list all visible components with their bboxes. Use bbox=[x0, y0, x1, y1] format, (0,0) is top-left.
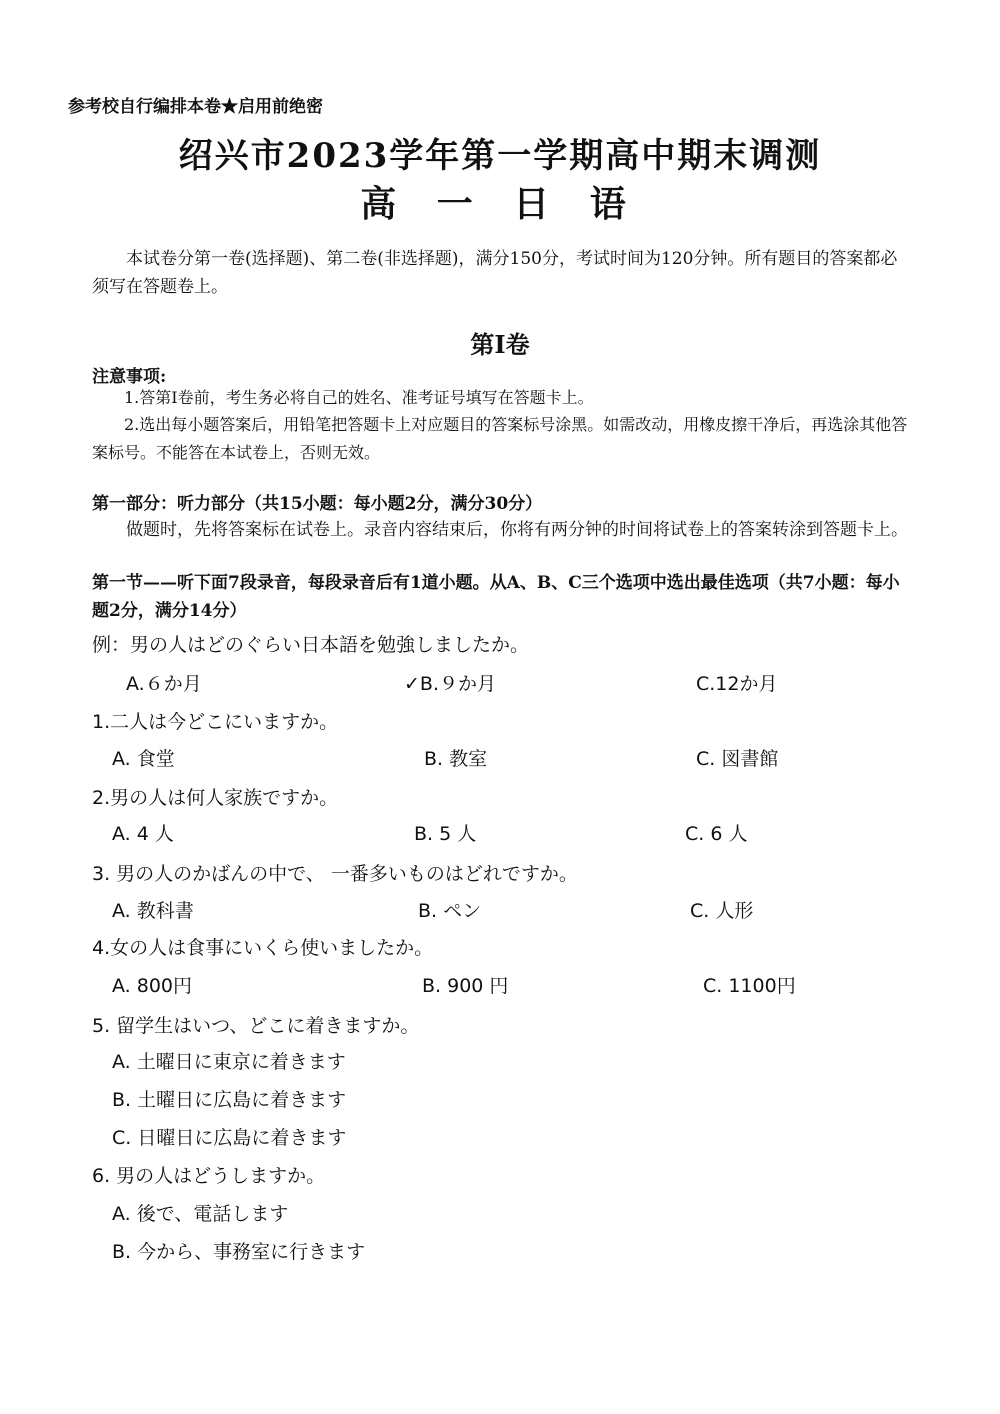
example-option-a: A.６か月 bbox=[126, 673, 202, 695]
part1-heading: 第一部分：听力部分（共15小题：每小题2分，满分30分） bbox=[92, 494, 543, 514]
q2-option-c: C. 6 人 bbox=[685, 823, 748, 845]
question-1: 1.二人は今どこにいますか。 bbox=[92, 711, 339, 733]
q6-option-b: B. 今から、事務室に行きます bbox=[112, 1241, 366, 1263]
section1-heading: 第一节——听下面7段录音，每段录音后有1道小题。从A、B、C三个选项中选出最佳选项（共7小题：每小题2分，满分14分） bbox=[92, 573, 900, 621]
example-option-c: C.12か月 bbox=[696, 673, 778, 695]
notice-heading: 注意事项: bbox=[92, 367, 167, 387]
q5-option-b: B. 土曜日に広島に着きます bbox=[112, 1089, 347, 1111]
q5-option-c: C. 日曜日に広島に着きます bbox=[112, 1127, 347, 1149]
q2-option-a: A. 4 人 bbox=[112, 823, 174, 845]
question-2: 2.男の人は何人家族ですか。 bbox=[92, 787, 339, 809]
notice-item: 1.答第I卷前，考生务必将自己的姓名、准考证号填写在答题卡上。 bbox=[124, 388, 594, 407]
q4-option-c: C. 1100円 bbox=[703, 975, 796, 997]
exam-subject: 高 一 日 语 bbox=[360, 183, 640, 225]
q1-option-b: B. 教室 bbox=[424, 748, 488, 770]
question-5: 5. 留学生はいつ、どこに着きますか。 bbox=[92, 1015, 420, 1037]
q3-option-a: A. 教科書 bbox=[112, 900, 194, 922]
example-option-b: ✓B.９か月 bbox=[404, 673, 496, 695]
q3-option-c: C. 人形 bbox=[690, 900, 754, 922]
question-3: 3. 男の人のかばんの中で、 一番多いものはどれですか。 bbox=[92, 863, 578, 885]
part1-instructions: 做题时，先将答案标在试卷上。录音内容结束后，你将有两分钟的时间将试卷上的答案转涂到答题卡上。 bbox=[126, 520, 908, 540]
q4-option-a: A. 800円 bbox=[112, 975, 193, 997]
volume-title: 第I卷 bbox=[470, 330, 530, 359]
notice-item: 2.选出每小题答案后，用铅笔把答题卡上对应题目的答案标号涂黑。如需改动，用橡皮擦干净后，再选涂其他答案标号。不能答在本试卷上，否则无效。 bbox=[92, 415, 908, 462]
q6-option-a: A. 後で、電話します bbox=[112, 1203, 289, 1225]
q1-option-c: C. 図書館 bbox=[696, 748, 779, 770]
q1-option-a: A. 食堂 bbox=[112, 748, 175, 770]
q3-option-b: B. ペン bbox=[418, 900, 482, 922]
q5-option-a: A. 土曜日に東京に着きます bbox=[112, 1051, 346, 1073]
q2-option-b: B. 5 人 bbox=[414, 823, 477, 845]
question-6: 6. 男の人はどうしますか。 bbox=[92, 1165, 326, 1187]
question-4: 4.女の人は食事にいくら使いましたか。 bbox=[92, 937, 434, 959]
q4-option-b: B. 900 円 bbox=[422, 975, 509, 997]
confidential-label: 参考校自行编排本卷★启用前绝密 bbox=[68, 97, 323, 117]
example-question: 例：男の人はどのぐらい日本語を勉強しましたか。 bbox=[92, 634, 530, 656]
exam-title: 绍兴市2023学年第一学期高中期末调测 bbox=[178, 136, 822, 176]
intro-paragraph: 本试卷分第一卷(选择题)、第二卷(非选择题)，满分150分，考试时间为120分钟。所有题目的答案都必须写在答题卷上。 bbox=[92, 249, 898, 297]
